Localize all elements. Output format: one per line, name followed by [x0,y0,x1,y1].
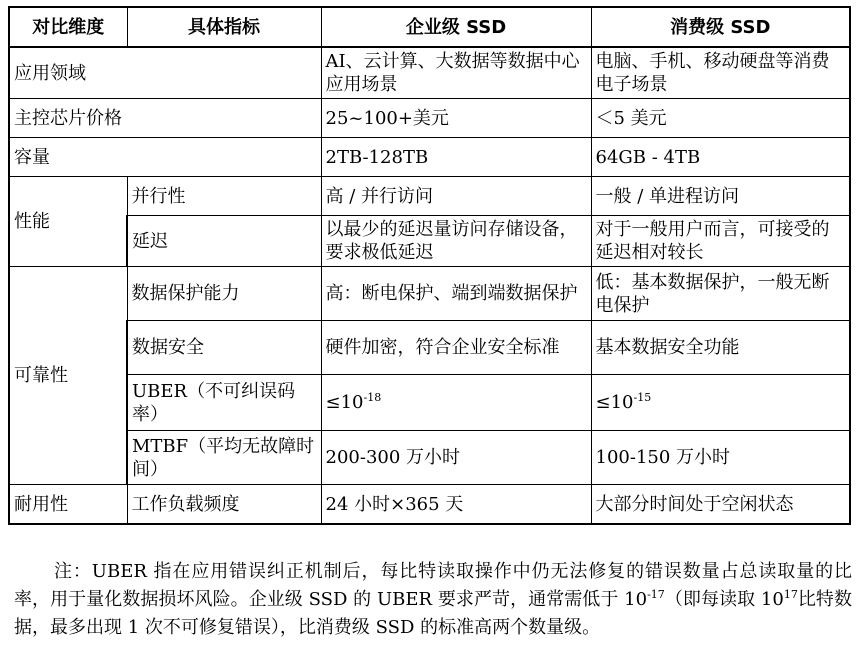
dimension-cell: 可靠性 [9,267,127,485]
table-footnote [14,558,852,642]
metric-cell: MTBF（平均无故障时间） [127,431,321,485]
consumer-cell: 100-150 万小时 [591,431,850,485]
metric-cell: 工作负载频度 [127,485,321,525]
metric-cell: UBER（不可纠误码率） [127,375,321,431]
enterprise-cell: 高：断电保护、端到端数据保护 [321,267,591,321]
header-dimension: 对比维度 [9,7,127,47]
comparison-table [8,6,851,525]
footnote-exponent-2: 17 [783,588,798,601]
uber-consumer-exponent: -15 [633,391,652,404]
table-row [9,99,850,138]
uber-enterprise-exponent: -18 [363,391,382,404]
dimension-cell: 容量 [9,138,321,177]
consumer-cell: 低：基本数据保护，一般无断电保护 [591,267,850,321]
consumer-cell: 一般 / 单进程访问 [591,177,850,216]
dimension-cell: 耐用性 [9,485,127,525]
enterprise-cell: AI、云计算、大数据等数据中心应用场景 [321,47,591,99]
table-header-row [9,7,850,47]
consumer-cell: ＜5 美元 [591,99,850,138]
metric-cell: 延迟 [127,216,321,267]
header-consumer-ssd: 消费级 SSD [591,7,850,47]
table-row [9,431,850,485]
consumer-cell: 基本数据安全功能 [591,321,850,375]
table-row [9,138,850,177]
metric-cell: 数据安全 [127,321,321,375]
consumer-cell: 电脑、手机、移动硬盘等消费电子场景 [591,47,850,99]
enterprise-cell: 高 / 并行访问 [321,177,591,216]
dimension-cell: 主控芯片价格 [9,99,321,138]
enterprise-cell: 以最少的延迟量访问存储设备，要求极低延迟 [321,216,591,267]
uber-enterprise-base: ≤10 [325,392,364,413]
enterprise-cell: 硬件加密，符合企业安全标准 [321,321,591,375]
table-row [9,321,850,375]
header-metric: 具体指标 [127,7,321,47]
consumer-cell: 64GB - 4TB [591,138,850,177]
table-row [9,216,850,267]
dimension-cell: 性能 [9,177,127,267]
header-enterprise-ssd: 企业级 SSD [321,7,591,47]
footnote-part-3: 比特数据，最多出现 1 次不可修复错误），比消费级 SSD 的标准高两个数量级。 [14,589,852,638]
enterprise-cell: 25~100+美元 [321,99,591,138]
table-row [9,485,850,525]
enterprise-cell: 200-300 万小时 [321,431,591,485]
table-row [9,375,850,431]
enterprise-cell: 24 小时×365 天 [321,485,591,525]
metric-cell: 并行性 [127,177,321,216]
footnote-part-2: （即每读取 10 [664,589,784,610]
enterprise-cell [321,375,591,431]
table-row [9,47,850,99]
metric-cell: 数据保护能力 [127,267,321,321]
dimension-cell: 应用领域 [9,47,321,99]
enterprise-cell: 2TB-128TB [321,138,591,177]
footnote-exponent-1: -17 [647,588,665,601]
consumer-cell: 对于一般用户而言，可接受的延迟相对较长 [591,216,850,267]
uber-consumer-base: ≤10 [595,392,634,413]
table-row [9,267,850,321]
consumer-cell: 大部分时间处于空闲状态 [591,485,850,525]
footnote-part-1: 注：UBER 指在应用错误纠正机制后，每比特读取操作中仍无法修复的错误数量占总读取量的比率，用于量化数据损坏风险。企业级 SSD 的 UBER 要求严苛，通常需低于 10 [14,561,852,610]
consumer-cell [591,375,850,431]
table-row [9,177,850,216]
